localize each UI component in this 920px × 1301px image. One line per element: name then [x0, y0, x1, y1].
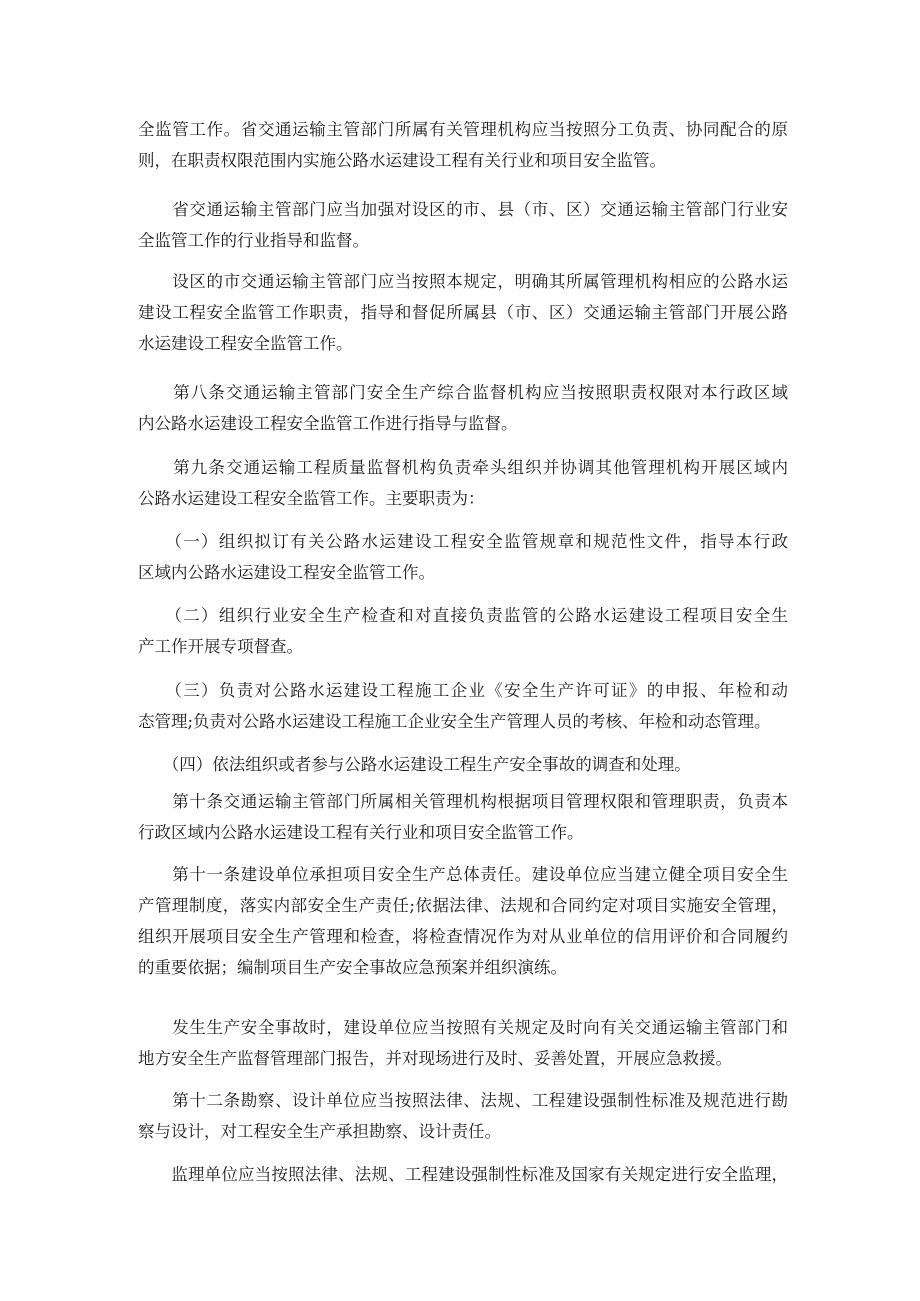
- paragraph-supervision: [138, 1159, 788, 1190]
- text-line: 行政区域内公路水运建设工程有关行业和项目安全监管工作。: [138, 823, 584, 842]
- text-line: 监理单位应当按照法律、法规、工程建设强制性标准及国家有关规定进行安全监理，: [138, 1165, 788, 1184]
- text-line: 则，在职责权限范围内实施公路水运建设工程有关行业和项目安全监管。: [138, 151, 666, 170]
- paragraph-article-12: [138, 1085, 788, 1147]
- paragraph-item-1: [138, 526, 788, 588]
- text-line: （三）负责对公路水运建设工程施工企业《安全生产许可证》的申报、年检和动: [138, 681, 788, 700]
- text-line: 察与设计，对工程安全生产承担勘察、设计责任。: [138, 1122, 501, 1141]
- paragraph-item-2: [138, 600, 788, 662]
- text-line: 全监管工作。省交通运输主管部门所属有关管理机构应当按照分工负责、协同配合的原: [138, 120, 788, 139]
- text-line: 产工作开展专项督查。: [138, 637, 303, 656]
- text-line: 内公路水运建设工程安全监管工作进行指导与监督。: [138, 414, 518, 433]
- text-line: 建设工程安全监管工作职责，指导和督促所属县（市、区）交通运输主管部门开展公路: [138, 303, 788, 322]
- text-line: 组织开展项目安全生产管理和检查，将检查情况作为对从业单位的信用评价和合同履约: [138, 927, 788, 946]
- paragraph-article-8: [138, 377, 788, 439]
- text-line: 全监管工作的行业指导和监督。: [138, 231, 369, 250]
- paragraph-accident-report: [138, 1012, 788, 1074]
- paragraph-item-3: [138, 675, 788, 737]
- text-line: 第十一条建设单位承担项目安全生产总体责任。建设单位应当建立健全项目安全生: [138, 865, 788, 884]
- text-line: （二）组织行业安全生产检查和对直接负责监管的公路水运建设工程项目安全生: [138, 606, 788, 625]
- text-line: （四）依法组织或者参与公路水运建设工程生产安全事故的调查和处理。: [138, 755, 691, 774]
- text-line: 水运建设工程安全监管工作。: [138, 334, 353, 353]
- text-line: 第八条交通运输主管部门安全生产综合监督机构应当按照职责权限对本行政区域: [138, 383, 788, 402]
- text-line: 第九条交通运输工程质量监督机构负责牵头组织并协调其他管理机构开展区域内: [138, 458, 788, 477]
- text-line: 态管理;负责对公路水运建设工程施工企业安全生产管理人员的考核、年检和动态管理。: [138, 712, 771, 731]
- text-line: 发生生产安全事故时，建设单位应当按照有关规定及时向有关交通运输主管部门和: [138, 1018, 788, 1037]
- text-line: 公路水运建设工程安全监管工作。主要职责为：: [138, 489, 485, 508]
- text-line: 地方安全生产监督管理部门报告，并对现场进行及时、妥善处置，开展应急救援。: [138, 1049, 732, 1068]
- paragraph-continuation: [138, 114, 788, 176]
- paragraph-city-duties: [138, 266, 788, 359]
- paragraph-item-4: [138, 749, 788, 780]
- text-line: 第十二条勘察、设计单位应当按照法律、法规、工程建设强制性标准及规范进行勘: [138, 1091, 788, 1110]
- paragraph-article-9: [138, 452, 788, 514]
- paragraph-article-10: [138, 786, 788, 848]
- text-line: 产管理制度，落实内部安全生产责任;依据法律、法规和合同约定对项目实施安全管理，: [138, 896, 788, 915]
- paragraph-provincial-guidance: [138, 194, 788, 256]
- text-line: 第十条交通运输主管部门所属相关管理机构根据项目管理权限和管理职责，负责本: [138, 792, 788, 811]
- text-line: 设区的市交通运输主管部门应当按照本规定，明确其所属管理机构相应的公路水运: [138, 272, 788, 291]
- paragraph-article-11: [138, 859, 788, 983]
- text-line: 区域内公路水运建设工程安全监管工作。: [138, 563, 435, 582]
- text-line: 的重要依据；编制项目生产安全事故应急预案并组织演练。: [138, 958, 567, 977]
- text-line: 省交通运输主管部门应当加强对设区的市、县（市、区）交通运输主管部门行业安: [138, 200, 788, 219]
- text-line: （一）组织拟订有关公路水运建设工程安全监管规章和规范性文件，指导本行政: [138, 532, 788, 551]
